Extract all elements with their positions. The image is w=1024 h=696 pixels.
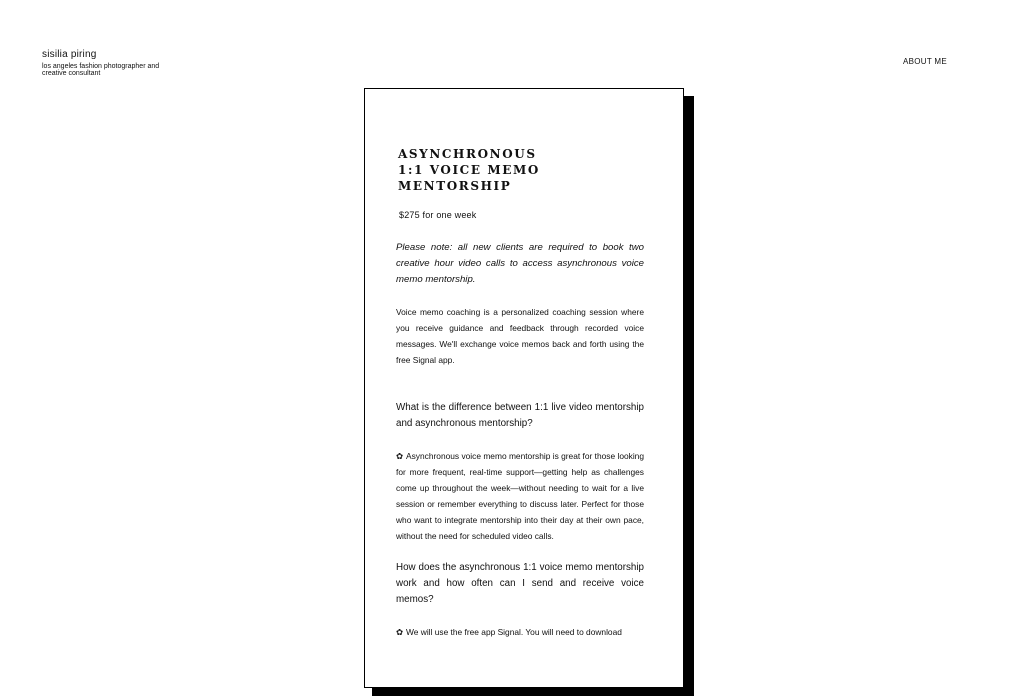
offer-price: $275 for one week xyxy=(399,210,477,220)
site-name-link[interactable]: sisilia piring xyxy=(42,49,97,60)
site-header xyxy=(42,49,172,77)
faq-question: What is the difference between 1:1 live video mentorship and asynchronous mentorship? xyxy=(396,402,644,429)
nav-about-me-link[interactable]: ABOUT ME xyxy=(903,57,948,66)
offer-title: ASYNCHRONOUS 1:1 VOICE MEMO MENTORSHIP xyxy=(398,147,540,193)
flower-bullet-icon: ✿ xyxy=(396,451,404,461)
faq-answer-text: Asynchronous voice memo mentorship is great for those looking for more frequent, real-time support—getting help as challenges come up throughout the week—without needing to wait for a live session or remember everything to discuss later. Perfect for those who want to integrate mentorship into their day at their own pace, without the need for scheduled video calls. xyxy=(396,451,644,541)
faq-answer xyxy=(396,624,644,640)
card-content xyxy=(396,146,644,640)
flower-bullet-icon: ✿ xyxy=(396,627,404,637)
offer-card xyxy=(364,88,684,688)
offer-note: Please note: all new clients are required to book two creative hour video calls to access asynchronous voice memo mentorship. xyxy=(396,242,644,285)
faq-answer-text: We will use the free app Signal. You will need to download xyxy=(406,627,622,637)
offer-description: Voice memo coaching is a personalized coaching session where you receive guidance and feedback through recorded voice messages. We'll exchange voice memos back and forth using the free Signal app. xyxy=(396,307,644,365)
faq-question: How does the asynchronous 1:1 voice memo mentorship work and how often can I send and receive voice memos? xyxy=(396,562,644,605)
faq-answer xyxy=(396,448,644,544)
site-tagline: los angeles fashion photographer and creative consultant xyxy=(42,63,160,77)
